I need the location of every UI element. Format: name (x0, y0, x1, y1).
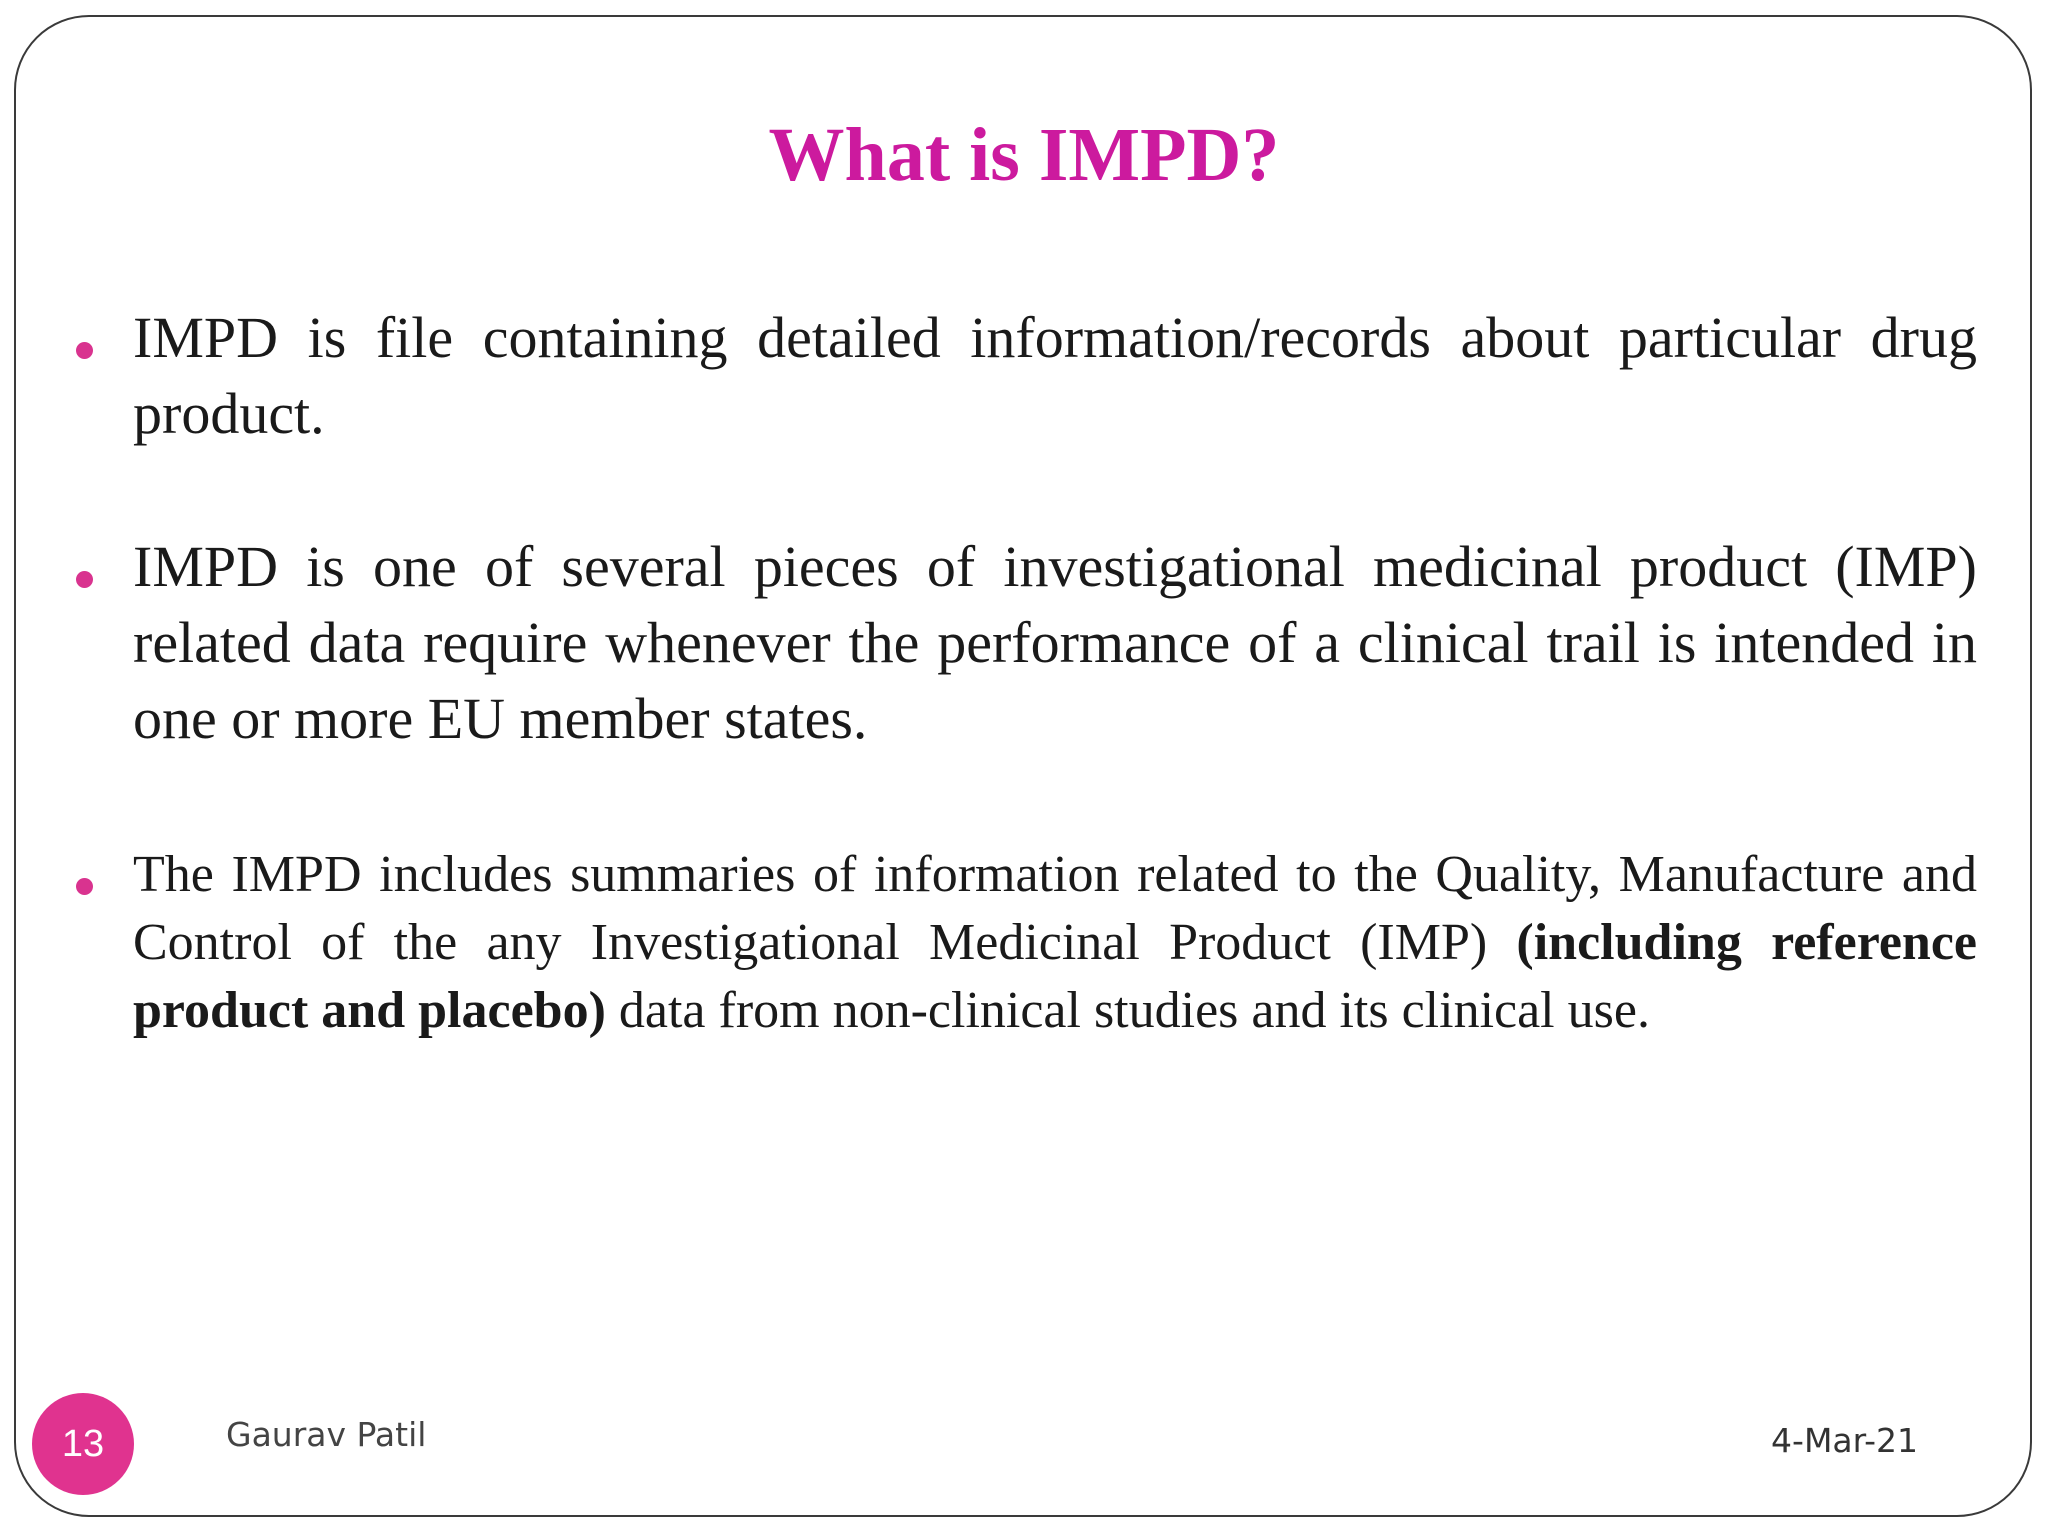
slide-date: 4-Mar-21 (1771, 1421, 1918, 1460)
bullet-text-start: The IMPD includes summaries of information related to the Quality, Manufacture and Control of the any Investigational Medicinal Product (IMP) (133, 846, 1977, 971)
bullet-item (133, 529, 1977, 757)
author-name: Gaurav Patil (226, 1415, 427, 1454)
bullet-list (133, 300, 1977, 1045)
bullet-dot-icon (76, 342, 93, 359)
bullet-text: IMPD is one of several pieces of investigational medicinal product (IMP) related data require whenever the performance of a clinical trail is intended in one or more EU member states. (133, 534, 1977, 751)
bullet-text-bold: (including reference product and placebo) (133, 914, 1977, 1039)
bullet-dot-icon (76, 878, 93, 895)
slide-title: What is IMPD? (768, 113, 1280, 197)
bullet-dot-icon (76, 571, 93, 588)
bullet-item (133, 300, 1977, 452)
bullet-item (133, 841, 1977, 1045)
bullet-text-end: data from non-clinical studies and its clinical use. (605, 982, 1650, 1039)
bullet-text: IMPD is file containing detailed information/records about particular drug product. (133, 305, 1977, 446)
page-number-badge: 13 (32, 1393, 134, 1495)
